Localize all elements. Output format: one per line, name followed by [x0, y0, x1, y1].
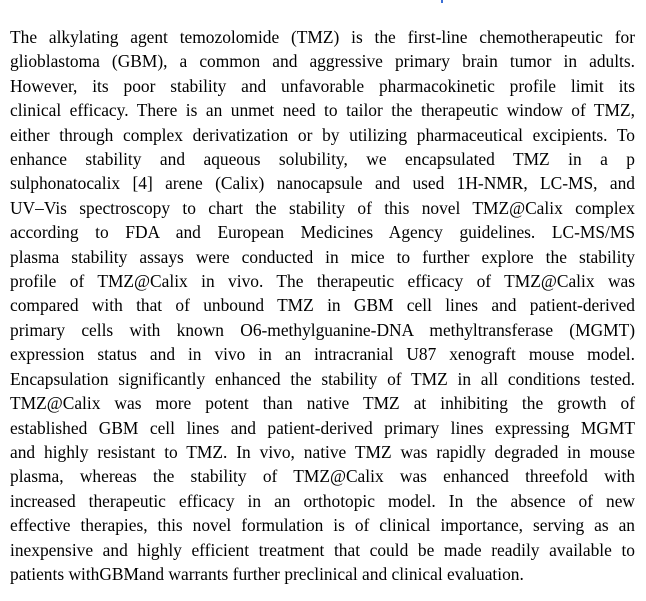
abstract-line: primary cells with known O6-methylguanine-DNA methyltransferase (MGMT) — [10, 319, 635, 340]
abstract-line: patients withGBMand warrants further preclinical and clinical evaluation. — [10, 563, 524, 584]
abstract-line: TMZ@Calix was more potent than native TMZ at inhibiting the growth of — [10, 393, 635, 414]
abstract-line: either through complex derivatization or by utilizing pharmaceutical excipients. To — [10, 124, 635, 145]
abstract-line: according to FDA and European Medicines Agency guidelines. LC-MS/MS — [10, 222, 635, 243]
abstract-line: expression status and in vivo in an intracranial U87 xenograft mouse model. — [10, 344, 635, 365]
abstract-line: compared with that of unbound TMZ in GBM cell lines and patient-derived — [10, 295, 635, 316]
abstract-line: established GBM cell lines and patient-derived primary lines expressing MGMT — [10, 417, 635, 438]
abstract-line: clinical efficacy. There is an unmet need to tailor the therapeutic window of TMZ, — [10, 100, 635, 121]
abstract-line: The alkylating agent temozolomide (TMZ) is the first-line chemotherapeutic for — [10, 27, 635, 47]
abstract-line: and highly resistant to TMZ. In vivo, native TMZ was rapidly degraded in mouse — [10, 441, 635, 462]
abstract-line: enhance stability and aqueous solubility, we encapsulated TMZ in a p — [10, 149, 635, 170]
abstract-line: increased therapeutic efficacy in an orthotopic model. In the absence of new — [10, 490, 635, 511]
abstract-line: effective therapies, this novel formulation is of clinical importance, serving as an — [10, 515, 635, 536]
abstract-line: plasma stability assays were conducted in mice to further explore the stability — [10, 246, 635, 267]
abstract-line: profile of TMZ@Calix in vivo. The therapeutic efficacy of TMZ@Calix was — [10, 271, 635, 292]
abstract-paragraph — [10, 25, 635, 586]
abstract-line: However, its poor stability and unfavorable pharmacokinetic profile limit its — [10, 75, 635, 96]
abstract-line: Encapsulation significantly enhanced the stability of TMZ in all conditions tested. — [10, 368, 635, 389]
abstract-line: sulphonatocalix [4] arene (Calix) nanocapsule and used 1H-NMR, LC-MS, and — [10, 173, 635, 194]
abstract-line: glioblastoma (GBM), a common and aggressive primary brain tumor in adults. — [10, 51, 635, 72]
top-edge-mark — [441, 0, 443, 3]
abstract-line: plasma, whereas the stability of TMZ@Calix was enhanced threefold with — [10, 466, 635, 487]
abstract-line: inexpensive and highly efficient treatment that could be made readily available to — [10, 539, 635, 560]
abstract-line: UV–Vis spectroscopy to chart the stability of this novel TMZ@Calix complex — [10, 197, 635, 218]
